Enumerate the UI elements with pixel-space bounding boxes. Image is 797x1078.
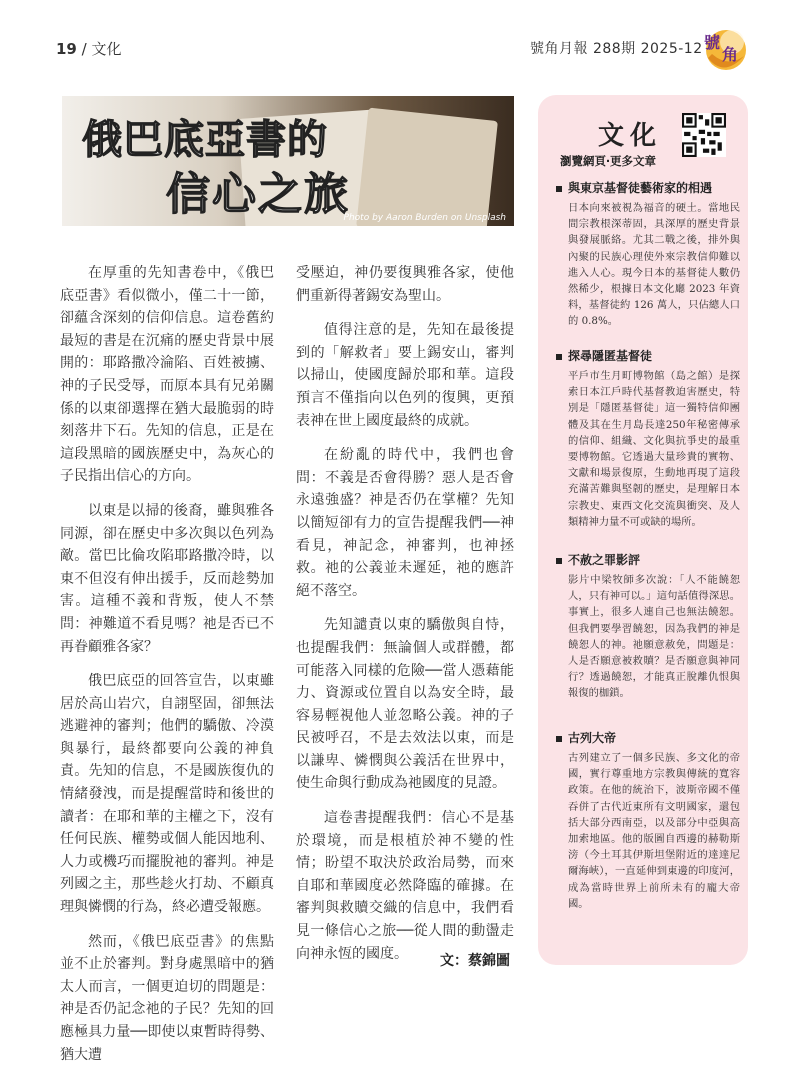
bullet-icon [556, 558, 562, 564]
paragraph: 先知譴責以東的驕傲與自恃，也提醒我們：無論個人或群體，都可能落入同樣的危險──當人憑藉能力、資源或位置自以為安全時，最容易輕視他人並忽略公義。神的子民被呼召，不是去效法以東，而是以謙卑、憐憫與公義活在世界中，使生命與行動成為祂國度的見證。 [296, 617, 514, 792]
paragraph: 以東是以掃的後裔，雖與雅各同源，卻在歷史中多次與以色列為敵。當巴比倫攻陷耶路撒冷時，以東不但沒有伸出援手，反而趁勢加害。這種不義和背叛，使人不禁問：神難道不看見嗎？祂是否已不再眷顧雅各家？ [60, 502, 274, 655]
sidebar-subtitle[interactable]: 瀏覽網頁‧更多文章 [560, 154, 657, 168]
paragraph: 在厚重的先知書卷中，《俄巴底亞書》看似微小，僅二十一節，卻蘊含深刻的信仰信息。這卷舊約最短的書是在沉痛的歷史背景中展開的：耶路撒冷淪陷、百姓被擄、神的子民受辱，而原本具有兄弟關係的以東卻選擇在猶大最脆弱的時刻落井下石。先知的信息，正是在這段黑暗的國族歷史中，為灰心的子民指出信心的方向。 [60, 265, 274, 485]
section-name: / 文化 [81, 40, 122, 58]
svg-text:號: 號 [704, 33, 721, 52]
hero-banner [62, 96, 514, 226]
sidebar-article-heading[interactable]: 探尋隱匿基督徒 [568, 349, 653, 363]
sidebar-article[interactable] [556, 179, 740, 330]
paragraph: 然而，《俄巴底亞書》的焦點並不止於審判。對身處黑暗中的猶太人而言，一個更迫切的問題是：神是否仍記念祂的子民？先知的回應極具力量──即使以東暫時得勢、猶大遭 [60, 933, 274, 1063]
sidebar-article-heading[interactable]: 古列大帝 [568, 731, 617, 745]
sidebar-article[interactable] [556, 729, 740, 912]
sidebar-panel [538, 95, 748, 965]
paragraph: 在紛亂的時代中，我們也會問：不義是否會得勝？惡人是否會永遠強盛？神是否仍在掌權？先知以簡短卻有力的宣告提醒我們──神看見，神記念，神審判，也神拯救。祂的公義並未遲延，祂的應許絕不落空。 [296, 447, 514, 599]
article-column-1 [60, 262, 274, 1078]
photo-credit: Photo by Aaron Burden on Unsplash [343, 213, 506, 223]
paragraph: 值得注意的是，先知在最後提到的「解救者」要上錫安山，審判以掃山，使國度歸於耶和華。這段預言不僅指向以色列的復興，更預表神在世上國度最終的成就。 [296, 322, 514, 429]
page-header-left [56, 38, 121, 59]
sidebar-article[interactable] [556, 347, 740, 530]
sidebar-article[interactable] [556, 551, 740, 702]
sidebar-article-body: 日本向來被視為福音的硬土。當地民間宗教根深蒂固，具深厚的歷史背景與發展脈絡。尤其二戰之後，排外與內聚的民族心理使外來宗教信仰難以進入人心。現今日本的基督徒人數仍然稀少，根據日本文化廳 2023 年資料，基督徒約 126 萬人，只佔總人口的 0.8%。 [568, 202, 740, 328]
bullet-icon [556, 354, 562, 360]
bullet-icon [556, 186, 562, 192]
qr-code-icon[interactable] [682, 113, 726, 157]
magazine-logo [698, 20, 748, 76]
page-number: 19 [56, 40, 77, 58]
paragraph: 受壓迫，神仍要復興雅各家，使他們重新得著錫安為聖山。 [296, 265, 514, 304]
hero-title-line2: 信心之旅 [166, 169, 350, 220]
sidebar-article-body: 古列建立了一個多民族、多文化的帝國，實行尊重地方宗教與傳統的寬容政策。在他的統治下，波斯帝國不僅吞併了古代近東所有文明國家，還包括大部分西南亞，以及部分中亞與高加索地區。他的版圖自西邊的赫勒斯滂（今土耳其伊斯坦堡附近的達達尼爾海峽），一直延伸到東邊的印度河，成為當時世界上前所未有的龐大帝國。 [568, 752, 740, 910]
sidebar-title: 文化 [598, 121, 663, 151]
hero-title-line1: 俄巴底亞書的 [82, 117, 328, 163]
svg-text:角: 角 [722, 45, 739, 64]
paragraph: 俄巴底亞的回答宣告，以東雖居於高山岩穴，自詡堅固，卻無法逃避神的審判；他們的驕傲、冷漠與暴行，最終都要向公義的神負責。先知的信息，不是國族復仇的情緒發洩，而是提醒當時和後世的讀者：在耶和華的主權之下，沒有任何民族、權勢或個人能因地利、人力或機巧而擺脫祂的審判。神是列國之主，那些趁火打劫、不顧真理與憐憫的行為，終必遭受報應。 [60, 673, 274, 916]
article-column-2 [296, 262, 514, 977]
sidebar-article-heading[interactable]: 不赦之罪影評 [568, 553, 641, 567]
paragraph: 這卷書提醒我們：信心不是基於環境，而是根植於神不變的性情；盼望不取決於政治局勢，而來自耶和華國度必然降臨的確據。在審判與救贖交織的信息中，我們看見一條信心之旅──從人間的動盪走向神永恆的國度。 [296, 810, 514, 962]
sidebar-article-body: 影片中梁牧師多次說：「人不能饒恕人，只有神可以。」這句話值得深思。事實上，很多人連自己也無法饒恕。但我們要學習饒恕，因為我們的神是饒恕人的神。祂願意赦免，問題是：人是否願意被救贖？是否願意與神同行？透過饒恕，才能真正脫離仇恨與報復的枷鎖。 [568, 574, 740, 700]
sidebar-article-heading[interactable]: 與東京基督徒藝術家的相遇 [568, 181, 713, 195]
bullet-icon [556, 736, 562, 742]
sidebar-article-body: 平戶市生月町博物館（島之館）是探索日本江戶時代基督教迫害歷史，特別是「隱匿基督徒」這一獨特信仰團體及其在生月島長達250年秘密傳承的信仰、組織、文化與抗爭史的最重要博物館。它透過大量珍貴的實物、文獻和場景復原，生動地再現了這段充滿苦難與堅韌的歷史，是理解日本宗教史、東西文化交流與衝突、及人類精神力量不可或缺的場所。 [568, 370, 740, 528]
author-byline: 文：蔡錦圖 [440, 953, 510, 969]
issue-info: 號角月報 288期 2025-12 [530, 41, 703, 57]
